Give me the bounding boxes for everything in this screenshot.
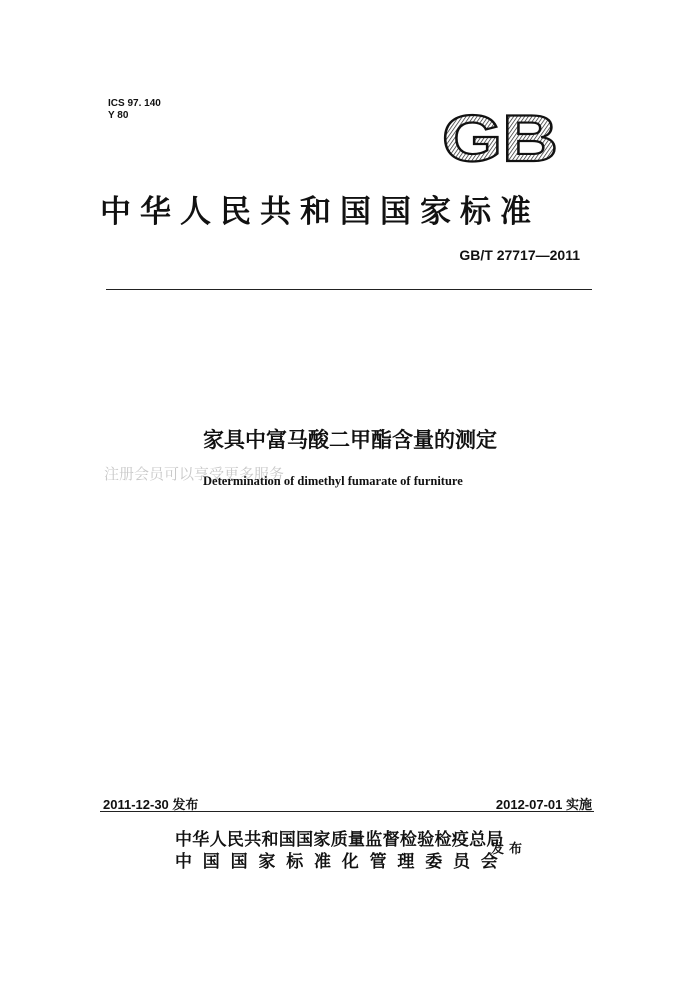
issuer-line-1: 中华人民共和国国家质量监督检验检疫总局 [175, 830, 504, 850]
gb-logo [440, 106, 560, 168]
gb-logo-text: GB [442, 106, 558, 168]
issue-word: 发布 [491, 842, 528, 857]
issuer-line-2: 中国国家标准化管理委员会 [175, 852, 509, 872]
document-title-zh: 家具中富马酸二甲酯含量的测定 [203, 428, 497, 452]
implementation-date: 2012-07-01 实施 [495, 797, 592, 812]
watermark: 注册会员可以享受更多服务 [104, 465, 285, 483]
document-title-en: Determination of dimethyl fumarate of furniture [203, 474, 463, 488]
ics-code: ICS 97. 140 [108, 98, 161, 109]
bottom-divider [100, 811, 594, 812]
standard-title: 中华人民共和国国家标准 [100, 194, 540, 230]
issue-date: 2011-12-30 发布 [103, 797, 199, 812]
classification-code: Y 80 [108, 110, 129, 121]
ics-block [108, 98, 161, 122]
standard-number: GB/T 27717—2011 [459, 247, 580, 263]
top-divider [106, 289, 592, 290]
